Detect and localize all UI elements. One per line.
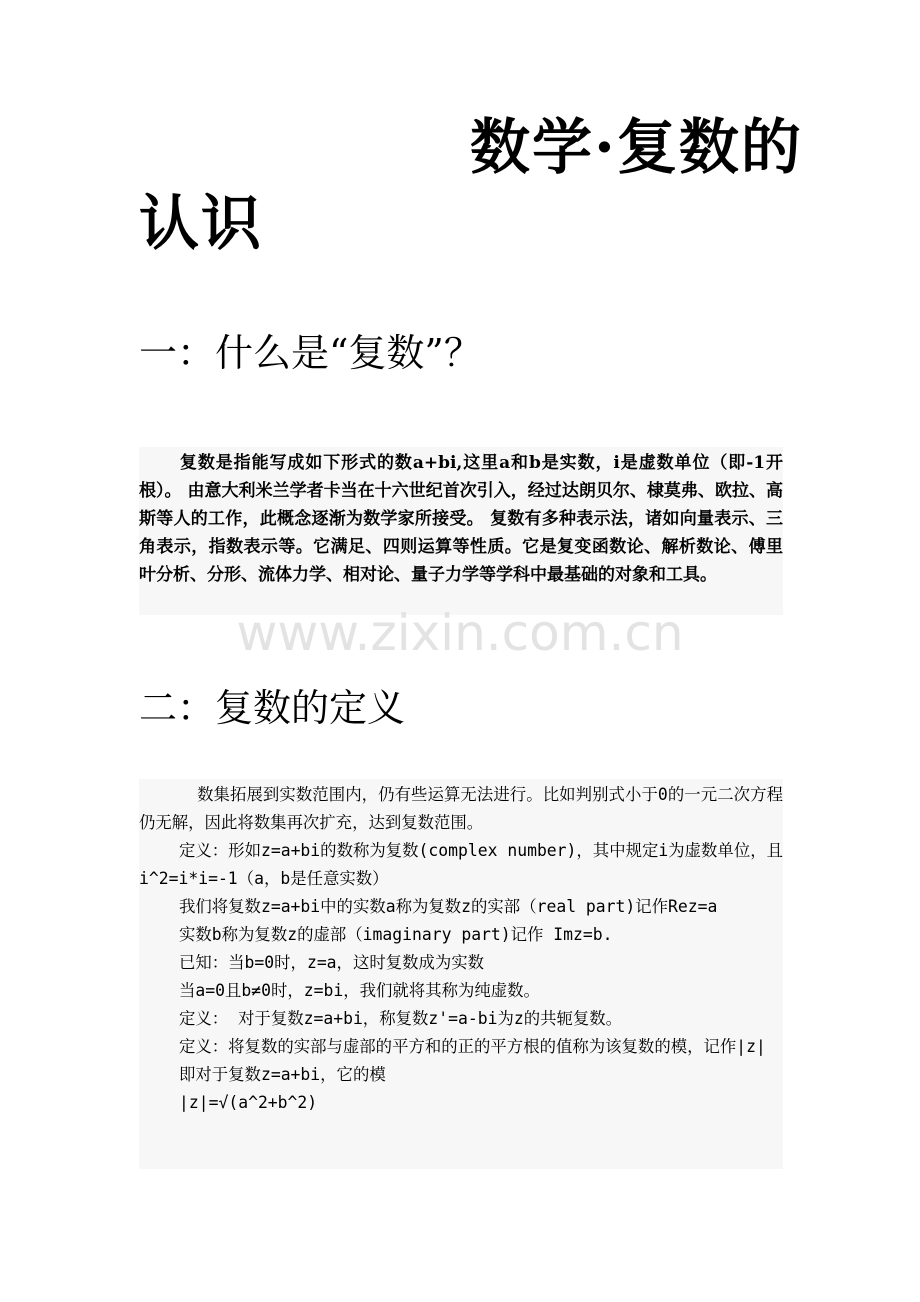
- section-2-body: [139, 779, 783, 1117]
- section-1-paragraph: [139, 447, 783, 589]
- document-title-line-2: 认识: [139, 189, 263, 259]
- definition-line: 数集拓展到实数范围内，仍有些运算无法进行。比如判别式小于0的一元二次方程仍无解，因此将数集再次扩充，达到复数范围。: [139, 785, 783, 832]
- section-1-text-block: [139, 447, 783, 615]
- definition-line: 当a=0且b≠0时，z=bi，我们就将其称为纯虚数。: [179, 981, 540, 1000]
- definition-line: 实数b称为复数z的虚部（imaginary part)记作 Imz=b.: [179, 925, 613, 944]
- section-2-heading: 二：复数的定义: [139, 686, 406, 730]
- modulus-formula: ∣z∣=√(a^2+b^2): [179, 1093, 318, 1112]
- definition-line: 我们将复数z=a+bi中的实数a称为复数z的实部（real part)记作Rez=a: [179, 897, 718, 916]
- watermark: www.zixin.com.cn: [236, 604, 684, 662]
- document-title-line-1: 数学·复数的: [470, 113, 803, 183]
- section-1-heading: 一：什么是“复数”？: [139, 331, 482, 375]
- definition-line: 定义： 对于复数z=a+bi，称复数z'=a-bi为z的共轭复数。: [179, 1009, 623, 1028]
- definition-line: 定义：形如z=a+bi的数称为复数(complex number)，其中规定i为虚数单位，且i^2=i*i=-1（a，b是任意实数）: [139, 841, 783, 888]
- definition-line: 已知：当b=0时，z=a，这时复数成为实数: [179, 953, 485, 972]
- section-1-paragraph-text: 复数是指能写成如下形式的数a+bi,这里a和b是实数，i是虚数单位（即-1开根）。 由意大利米兰学者卡当在十六世纪首次引入，经过达朗贝尔、棣莫弗、欧拉、高斯等人的工作，此概念逐渐为数学家所接受。 复数有多种表示法，诸如向量表示、三角表示，指数表示等。它满足、四则运算等性质。它是复变函数论、解析数论、傅里叶分析、分形、流体力学、相对论、量子力学等学科中最基础的对象和工具。: [139, 453, 783, 585]
- definition-line: 即对于复数z=a+bi，它的模: [179, 1065, 386, 1084]
- definition-line: 定义：将复数的实部与虚部的平方和的正的平方根的值称为该复数的模，记作∣z∣: [179, 1037, 766, 1056]
- section-2-text-block: [139, 779, 783, 1169]
